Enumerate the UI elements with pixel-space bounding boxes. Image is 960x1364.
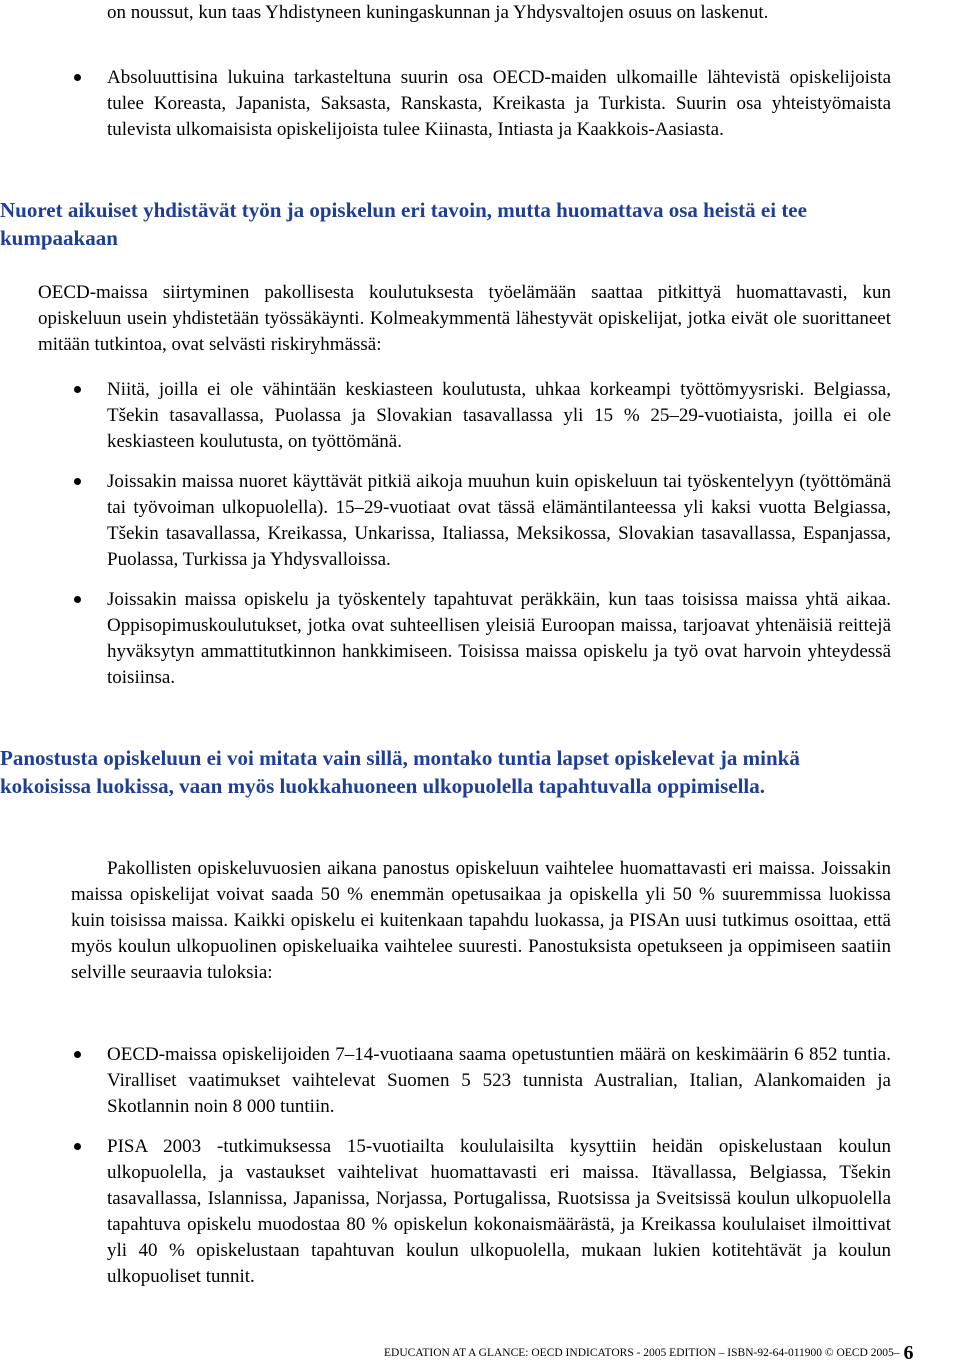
list-item — [107, 65, 891, 143]
list-item-text: Niitä, joilla ei ole vähintään keskiasteen koulutusta, uhkaa korkeampi työttömyysriski. Belgiassa, Tšekin tasavallassa, Puolassa ja Slovakian tasavallassa yli 15 % 25–29-vuotiaista, joilla ei ole keskiasteen koulutusta, on työttömänä. — [107, 379, 891, 452]
section2-bullet-list — [107, 1042, 891, 1290]
footer-text: EDUCATION AT A GLANCE: OECD INDICATORS - 2005 EDITION – ISBN-92-64-011900 © OECD 2005– — [384, 1347, 900, 1359]
page-number: 6 — [903, 1342, 914, 1364]
body-paragraph: OECD-maissa siirtyminen pakollisesta koulutuksesta työelämään saattaa pitkittyä huomattavasti, kun opiskeluun usein yhdistetään työssäkäynti. Kolmeakymmentä lähestyvät opiskelijat, jotka eivät ole suorittaneet mitään tutkintoa, ovat selvästi riskiryhmässä: — [38, 282, 891, 355]
list-item — [107, 587, 891, 691]
section-heading: Panostusta opiskeluun ei voi mitata vain sillä, montako tuntia lapset opiskelevat ja minkä kokoisissa luokissa, vaan myös luokkahuoneen ulkopuolella tapahtuvalla oppimisella. — [0, 746, 800, 798]
list-item-text: PISA 2003 -tutkimuksessa 15-vuotiailta koululaisilta kysyttiin heidän opiskelustaan koulun ulkopuolella, ja vastaukset vaihtelivat huomattavasti eri maissa. Itävallassa, Belgiassa, Tšekin tasavallassa, Islannissa, Japanissa, Norjassa, Portugalissa, Ruotsissa ja Sveitsissä koulun ulkopuolella tapahtuva opiskelu muodostaa 80 % opiskelun kokonaismäärästä, ja Kreikassa koululaiset ilmoittivat yli 40 % opiskelustaan tapahtuvan koulun ulkopuolella, mukaan lukien kotitehtävät ja koulun ulkopuoliset tunnit. — [107, 1136, 891, 1287]
list-item — [107, 377, 891, 455]
bullet-icon — [74, 1143, 81, 1150]
list-item — [107, 1134, 891, 1290]
body-paragraph: Pakollisten opiskeluvuosien aikana panostus opiskeluun vaihtelee huomattavasti eri maissa. Joissakin maissa opiskelijat voivat saada 50 % enemmän opetusaikaa ja opiskella yli 50 % suuremmissa luokissa kuin toisissa maissa. Kaikki opiskelu ei kuitenkaan tapahdu luokassa, ja PISAn uusi tutkimus osoittaa, että myös koulun ulkopuolinen opiskeluaika vaihtelee suuresti. Panostuksista opetukseen ja oppimiseen saatiin selville seuraavia tuloksia: — [71, 858, 891, 983]
section-heading: Nuoret aikuiset yhdistävät työn ja opiskelun eri tavoin, mutta huomattava osa heistä ei tee kumpaakaan — [0, 198, 807, 250]
list-item-text: Absoluuttisina lukuina tarkasteltuna suurin osa OECD-maiden ulkomaille lähtevistä opiskelijoista tulee Koreasta, Japanista, Saksasta, Ranskasta, Kreikasta ja Turkista. Suurin osa yhteistyömaista tulevista ulkomaisista opiskelijoista tulee Kiinasta, Intiasta ja Kaakkois-Aasiasta. — [107, 67, 891, 140]
list-item-text: OECD-maissa opiskelijoiden 7–14-vuotiaana saama opetustuntien määrä on keskimäärin 6 852 tuntia. Viralliset vaatimukset vaihtelevat Suomen 5 523 tunnista Australian, Italian, Alankomaiden ja Skotlannin noin 8 000 tuntiin. — [107, 1044, 891, 1117]
section1-bullet-list — [107, 377, 891, 691]
bullet-icon — [74, 74, 81, 81]
page-footer — [384, 1342, 960, 1364]
list-item-text: Joissakin maissa nuoret käyttävät pitkiä aikoja muuhun kuin opiskeluun tai työskentelyyn (työttömänä tai työvoiman ulkopuolella). 15–29-vuotiaat ovat tässä elämäntilanteessa yli kaksi vuotta Belgiassa, Tšekin tasavallassa, Kreikassa, Unkarissa, Italiassa, Meksikossa, Slovakian tasavallassa, Espanjassa, Puolassa, Turkissa ja Yhdysvalloissa. — [107, 471, 891, 570]
list-item-text: Joissakin maissa opiskelu ja työskentely tapahtuvat peräkkäin, kun taas toisissa maissa yhtä aikaa. Oppisopimuskoulutukset, jotka ovat suhteellisen yleisiä Euroopan maissa, tarjoavat yhtenäisiä reittejä hyväksytyn ammattitutkinnon hankkimiseen. Toisissa maissa opiskelu ja työ ovat harvoin yhteydessä toisiinsa. — [107, 589, 891, 688]
top-bullet-list — [107, 65, 891, 143]
continuation-text: on noussut, kun taas Yhdistyneen kuningaskunnan ja Yhdysvaltojen osuus on laskenut. — [107, 2, 769, 23]
list-item — [107, 469, 891, 573]
bullet-icon — [74, 478, 81, 485]
bullet-icon — [74, 1051, 81, 1058]
bullet-icon — [74, 386, 81, 393]
list-item — [107, 1042, 891, 1120]
bullet-icon — [74, 596, 81, 603]
